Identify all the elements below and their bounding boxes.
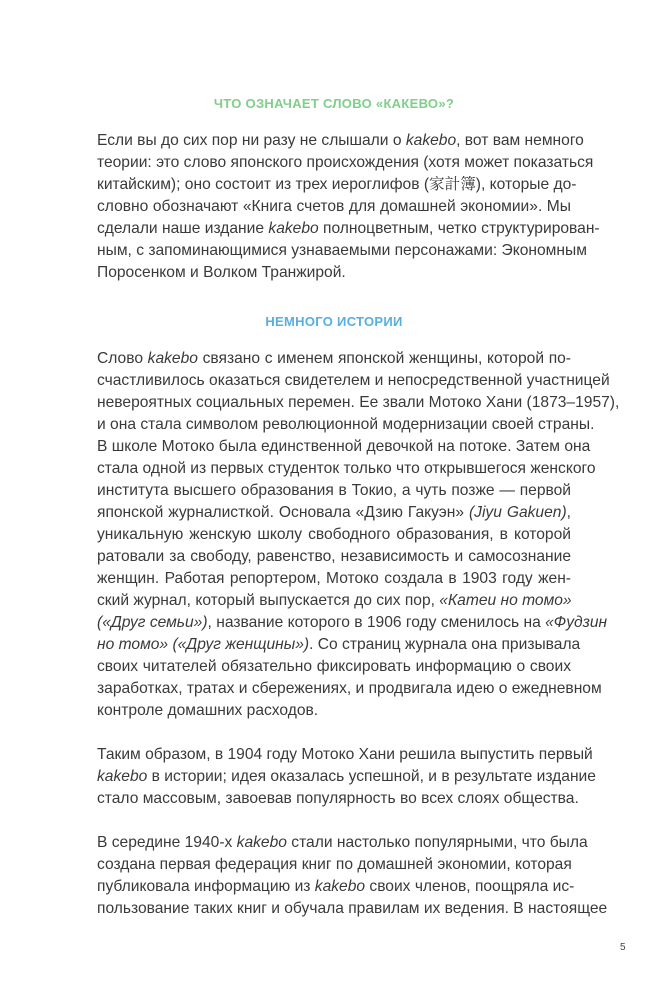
text-run: невероятных социальных перемен. Ее звали Мотоко Хани (1873–1957), [97, 394, 620, 411]
text-run: японской журналисткой. Основала «Дзию Гакуэн» [97, 504, 469, 521]
text-run: заработках, тратах и сбережениях, и продвигала идею о ежедневном [97, 680, 602, 697]
italic-text: но томо» («Друг женщины») [97, 636, 310, 653]
paragraph-intro [97, 130, 600, 284]
text-run: стала одной из первых студенток только что открывшегося женского [97, 460, 596, 477]
text-run: в истории; идея оказалась успешной, и в результате издание [147, 768, 596, 785]
text-run: счастливилось оказаться свидетелем и непосредственной участницей [97, 372, 610, 389]
text-line [97, 218, 600, 240]
text-run: полноцветным, четко структурирован- [318, 220, 600, 237]
text-line [97, 744, 593, 766]
text-line [97, 590, 571, 612]
text-line [97, 262, 571, 284]
text-line [97, 240, 587, 262]
text-run: уникальную женскую школу свободного образования, в которой [97, 526, 571, 543]
text-run: своих членов, поощряла ис- [365, 878, 575, 895]
text-run: словно обозначают «Книга счетов для домашней экономии». Мы [97, 198, 571, 215]
text-line [97, 898, 608, 920]
text-run: В середине 1940-х [97, 834, 237, 851]
text-run: и она стала символом революционной модернизации своей страны. [97, 416, 595, 433]
text-line [97, 546, 571, 568]
text-line [97, 392, 620, 414]
text-line [97, 876, 575, 898]
text-run: , вот вам немного [456, 132, 584, 149]
text-line [97, 656, 571, 678]
text-run: В школе Мотоко была единственной девочкой на потоке. Затем она [97, 438, 591, 455]
italic-text: kakebo [236, 834, 287, 851]
italic-text: kakebo [405, 132, 457, 149]
text-run: , [566, 504, 571, 521]
text-line [97, 854, 571, 876]
text-line [97, 612, 608, 634]
text-run: , название которого в 1906 году сменилось на [207, 614, 546, 631]
text-run: контроле домашних расходов. [97, 702, 319, 719]
text-line [97, 196, 571, 218]
text-line [97, 788, 579, 810]
text-run: института высшего образования в Токио, а чуть позже — первой [97, 482, 571, 499]
text-line [97, 678, 602, 700]
text-line [97, 458, 596, 480]
text-run: Таким образом, в 1904 году Мотоко Хани решила выпустить первый [97, 746, 593, 763]
section-heading-what-is-kakebo: ЧТО ОЗНАЧАЕТ СЛОВО «КАКЕВО»? [213, 96, 455, 111]
text-line [97, 568, 571, 590]
italic-text: (Jiyu Gakuen) [468, 504, 567, 521]
text-run: пользование таких книг и обучала правилам их ведения. В настоящее [97, 900, 608, 917]
italic-text: kakebo [268, 220, 319, 237]
text-run: публиковала информацию из [97, 878, 315, 895]
text-run: китайским); оно состоит из трех иероглифов (家計簿), которые до- [97, 176, 577, 193]
text-line [97, 502, 571, 524]
paragraph-history [97, 348, 620, 722]
text-line [97, 700, 571, 722]
text-run: связано с именем японской женщины, которой по- [197, 350, 572, 367]
text-run: своих читателей обязательно фиксировать информацию о своих [97, 658, 571, 675]
italic-text: «Катеи но томо» [439, 592, 572, 609]
text-line [97, 634, 581, 656]
text-run: сделали наше издание [97, 220, 269, 237]
text-line [97, 480, 571, 502]
text-line [97, 130, 584, 152]
paragraph-first-kakebo [97, 744, 596, 810]
text-run: Если вы до сих пор ни разу не слышали о [97, 132, 406, 149]
text-line [97, 174, 577, 196]
text-run: ский журнал, который выпускается до сих пор, [97, 592, 440, 609]
text-line [97, 152, 594, 174]
text-line [97, 370, 610, 392]
text-line [97, 436, 591, 458]
text-run: ным, с запоминающимися узнаваемыми персонажами: Экономным [97, 242, 587, 259]
text-run: Поросенком и Волком Транжирой. [97, 264, 346, 281]
text-run: женщин. Работая репортером, Мотоко создала в 1903 году жен- [97, 570, 571, 587]
text-run: . Со страниц журнала она призывала [309, 636, 581, 653]
text-line [97, 832, 588, 854]
text-run: теории: это слово японского происхождения (хотя может показаться [97, 154, 594, 171]
italic-text: kakebo [147, 350, 198, 367]
page-number: 5 [620, 942, 626, 953]
italic-text: kakebo [314, 878, 366, 895]
text-run: ратовали за свободу, равенство, независимость и самосознание [97, 548, 571, 565]
text-run: создана первая федерация книг по домашней экономии, которая [97, 856, 572, 873]
text-line [97, 766, 596, 788]
text-run: стали настолько популярными, что была [286, 834, 588, 851]
text-line [97, 348, 571, 370]
italic-text: «Фудзин [545, 614, 608, 631]
text-run: Слово [97, 350, 148, 367]
section-heading-history: НЕМНОГО ИСТОРИИ [265, 314, 403, 329]
text-run: стало массовым, завоевав популярность во всех слоях общества. [97, 790, 579, 807]
paragraph-federation [97, 832, 608, 920]
text-line [97, 414, 595, 436]
italic-text: («Друг семьи») [97, 614, 208, 631]
text-line [97, 524, 571, 546]
italic-text: kakebo [97, 768, 148, 785]
